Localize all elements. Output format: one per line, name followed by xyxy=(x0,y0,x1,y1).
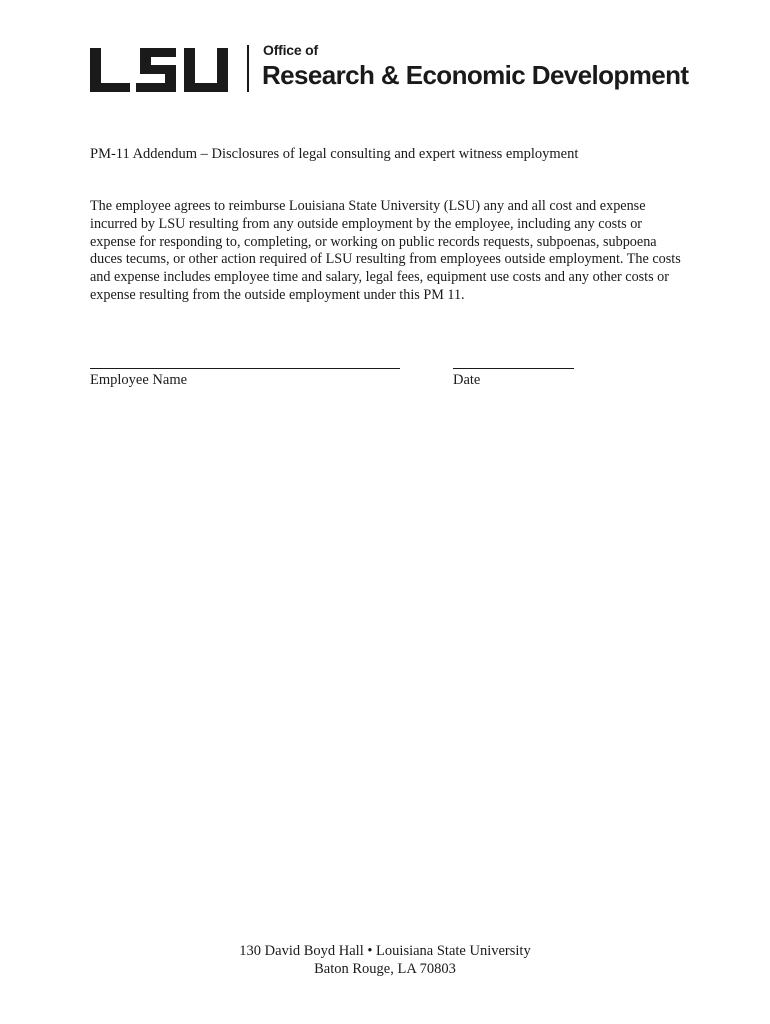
employee-name-label: Employee Name xyxy=(90,372,188,388)
document-title: PM-11 Addendum – Disclosures of legal consulting and expert witness employment xyxy=(90,146,579,162)
document-body: The employee agrees to reimburse Louisiana State University (LSU) any and all cost and expense incurred by LSU resulting from any outside employment by the employee, including any costs or expense for responding to, completing, or working on public records requests, subpoenas, subpoena duces tecums, or other action required of LSU resulting from employees outside employment. The costs and expense includes employee time and salary, legal fees, equipment use costs and any other costs or expense resulting from the outside employment under this PM 11. xyxy=(90,198,681,303)
logo-divider xyxy=(247,45,249,92)
lsu-logo xyxy=(90,46,230,94)
employee-name-signature-line xyxy=(90,368,400,369)
date-signature-line xyxy=(453,368,574,369)
department-name: Research & Economic Development xyxy=(262,60,689,90)
footer-address xyxy=(0,942,770,978)
footer-address-line-1: 130 David Boyd Hall • Louisiana State University xyxy=(239,943,531,959)
date-label: Date xyxy=(453,372,481,388)
office-of-label: Office of xyxy=(263,42,318,58)
footer-address-line-2: Baton Rouge, LA 70803 xyxy=(314,961,456,977)
letterhead xyxy=(90,40,690,100)
